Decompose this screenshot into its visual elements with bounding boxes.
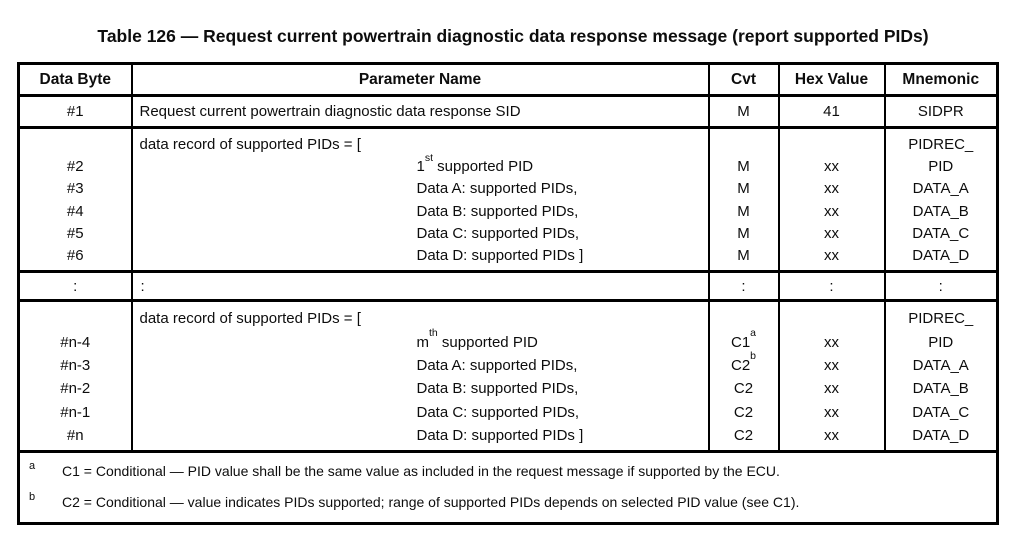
hex-line: xx (824, 427, 839, 445)
mnemonic-line: PIDREC_ (908, 310, 974, 328)
param-line: Data A: supported PIDs, (416, 356, 578, 374)
table-row-first-record (19, 128, 998, 272)
hex-line: xx (824, 403, 839, 421)
cvt-line (710, 134, 778, 156)
data-byte-cell (19, 301, 132, 452)
param-line: Data B: supported PIDs, (416, 202, 579, 220)
mnemonic-line: PID (928, 158, 954, 176)
table-row-last-record (19, 301, 998, 452)
mnemonic-cell (885, 128, 998, 272)
hex-line: xx (824, 246, 839, 264)
cvt-line: C2 (733, 427, 754, 445)
footnote-row (19, 452, 998, 524)
parameter-cell (132, 301, 709, 452)
footnote-marker: a (29, 460, 36, 473)
cvt-line: M (737, 202, 750, 220)
hex-line (780, 307, 884, 330)
table-row-ellipsis (19, 272, 998, 301)
table-row-sid (19, 96, 998, 128)
table-caption: Table 126 — Request current powertrain diagnostic data response message (report supported PIDs) (97, 26, 929, 46)
param-line: 1st supported PID (416, 151, 534, 176)
byte-line: #n-2 (60, 380, 91, 398)
mnemonic-line: DATA_B (912, 202, 969, 220)
data-byte-cell: #1 (19, 96, 132, 128)
hex-line: xx (824, 158, 839, 176)
cvt-line: M (737, 180, 750, 198)
byte-line: #n-3 (60, 356, 91, 374)
param-line: Data D: supported PIDs ] (416, 246, 584, 264)
byte-line: #n-1 (60, 403, 91, 421)
cvt-line: C2$^b$ (730, 350, 757, 374)
hex-line (780, 134, 884, 156)
spec-table (17, 62, 999, 525)
hex-line: xx (824, 333, 839, 351)
hex-value-cell (779, 128, 885, 272)
footnote-b (27, 493, 988, 512)
byte-line: #3 (66, 180, 84, 198)
cvt-line (710, 307, 778, 330)
col-header-mnemonic: Mnemonic (885, 64, 998, 96)
mnemonic-line: DATA_A (912, 356, 969, 374)
cvt-cell (709, 128, 779, 272)
hex-line: xx (824, 202, 839, 220)
parameter-cell: Request current powertrain diagnostic data response SID (132, 96, 709, 128)
byte-line: #6 (66, 246, 84, 264)
cvt-line: C2 (733, 380, 754, 398)
hex-line: xx (824, 180, 839, 198)
footnote-text: C2 = Conditional — value indicates PIDs supported; range of supported PIDs depends on selected PID value (see C1). (62, 494, 800, 511)
hex-value-cell: : (779, 272, 885, 301)
hex-line: xx (824, 356, 839, 374)
byte-line: #5 (66, 224, 84, 242)
mnemonic-line: PIDREC_ (908, 136, 974, 153)
hex-line: xx (824, 224, 839, 242)
byte-line (20, 307, 131, 330)
cvt-line: C2 (733, 403, 754, 421)
footnote-text: C1 = Conditional — PID value shall be the same value as included in the request message if supported by the ECU. (62, 463, 780, 480)
data-byte-cell: : (19, 272, 132, 301)
param-line: Data B: supported PIDs, (416, 380, 579, 398)
mnemonic-cell: : (885, 272, 998, 301)
cvt-line: C1$^a$ (730, 327, 757, 351)
mnemonic-line: DATA_D (912, 427, 970, 445)
param-intro-line: data record of supported PIDs = [ (139, 310, 361, 328)
footnote-cell (19, 452, 998, 524)
cvt-cell (709, 301, 779, 452)
parameter-cell (132, 128, 709, 272)
col-header-cvt: Cvt (709, 64, 779, 96)
cvt-line: M (737, 224, 750, 242)
data-byte-cell (19, 128, 132, 272)
parameter-cell: : (132, 272, 709, 301)
param-line: $m^{th}$ supported PID (416, 327, 538, 351)
mnemonic-line: DATA_B (912, 380, 969, 398)
param-intro-line: data record of supported PIDs = [ (139, 136, 361, 153)
cvt-cell: : (709, 272, 779, 301)
param-line: Data C: supported PIDs, (416, 224, 580, 242)
param-line: Data A: supported PIDs, (416, 180, 578, 198)
mnemonic-cell: SIDPR (885, 96, 998, 128)
byte-line: #n (66, 427, 84, 445)
hex-line: xx (824, 380, 839, 398)
byte-line (20, 134, 131, 156)
header-row (19, 64, 998, 96)
cvt-cell: M (709, 96, 779, 128)
mnemonic-line: DATA_C (912, 224, 970, 242)
footnote-a (27, 462, 988, 481)
hex-value-cell: 41 (779, 96, 885, 128)
mnemonic-line: DATA_C (912, 403, 970, 421)
footnote-marker: b (29, 491, 36, 504)
hex-value-cell (779, 301, 885, 452)
byte-line: #n-4 (60, 333, 91, 351)
byte-line: #2 (66, 158, 84, 176)
byte-line: #4 (66, 202, 84, 220)
col-header-parameter-name: Parameter Name (132, 64, 709, 96)
param-line: Data D: supported PIDs ] (416, 427, 584, 445)
col-header-hex-value: Hex Value (779, 64, 885, 96)
col-header-data-byte: Data Byte (19, 64, 132, 96)
cvt-line: M (737, 158, 750, 176)
param-line: Data C: supported PIDs, (416, 403, 580, 421)
mnemonic-line: DATA_A (912, 180, 969, 198)
mnemonic-line: DATA_D (912, 246, 970, 264)
mnemonic-cell (885, 301, 998, 452)
mnemonic-line: PID (928, 333, 954, 351)
cvt-line: M (737, 246, 750, 264)
